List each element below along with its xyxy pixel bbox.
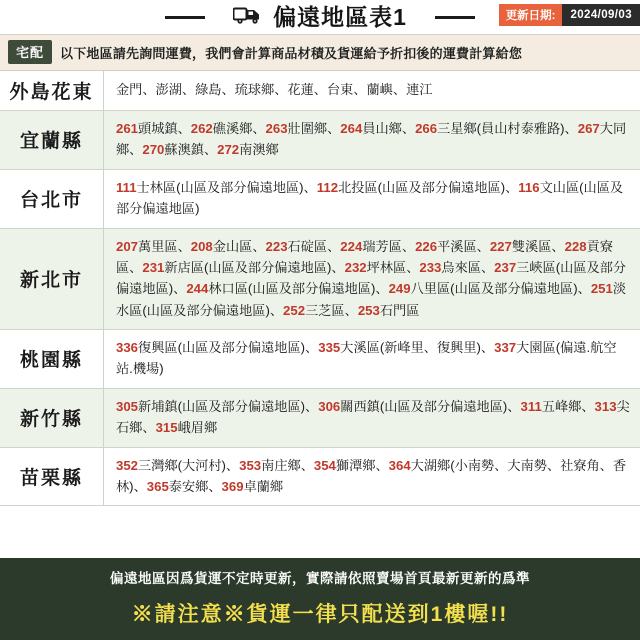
update-date-badge xyxy=(499,4,640,26)
update-date-value: 2024/09/03 xyxy=(562,4,640,26)
region-areas: 305新埔鎮(山區及部分偏遠地區)、306關西鎮(山區及部分偏遠地區)、311五峰鄉、313尖石鄉、315峨眉鄉 xyxy=(116,398,630,436)
table-row xyxy=(0,71,640,111)
region-areas: 336復興區(山區及部分偏遠地區)、335大溪區(新峰里、復興里)、337大園區(偏遠.航空站.機場) xyxy=(116,340,617,377)
region-areas: 金門、澎湖、綠島、琉球鄉、花蓮、台東、蘭嶼、連江 xyxy=(116,82,433,98)
footer-warning: ※請注意※貨運一律只配送到1樓喔!! xyxy=(0,596,640,640)
region-label: 宜蘭縣 xyxy=(0,111,104,169)
region-areas: 111士林區(山區及部分偏遠地區)、112北投區(山區及部分偏遠地區)、116文山區(山區及部分偏遠地區) xyxy=(116,179,624,217)
table-row xyxy=(0,389,640,448)
region-areas: 261頭城鎮、262礁溪鄉、263壯圍鄉、264員山鄉、266三星鄉(員山村泰雅路)、267大同鄉、270蘇澳鎮、272南澳鄉 xyxy=(116,121,627,158)
update-date-label: 更新日期: xyxy=(499,4,563,26)
table-row xyxy=(0,448,640,507)
table-row xyxy=(0,229,640,331)
region-label: 外島花東 xyxy=(0,71,104,110)
shipping-notice-text: 以下地區請先詢問運費，我們會計算商品材積及貨運給予折扣後的運費計算給您 xyxy=(60,45,523,61)
page-title: 偏遠地區表1 xyxy=(273,3,407,30)
header-rule-right xyxy=(435,16,475,19)
remote-area-table xyxy=(0,71,640,558)
home-delivery-tag: 宅配 xyxy=(8,40,52,64)
page-header xyxy=(0,0,640,34)
delivery-truck-icon xyxy=(233,5,267,30)
footer-disclaimer: 偏遠地區因爲貨運不定時更新，實際請依照賣場首頁最新更新的爲準 xyxy=(0,558,640,596)
table-row xyxy=(0,111,640,170)
region-label: 桃園縣 xyxy=(0,330,104,388)
table-row xyxy=(0,170,640,229)
shipping-notice-bar xyxy=(0,34,640,71)
region-label: 台北市 xyxy=(0,170,104,228)
region-areas: 352三灣鄉(大河村)、353南庄鄉、354獅潭鄉、364大湖鄉(小南勢、大南勢、社寮角、香林)、365泰安鄉、369卓蘭鄉 xyxy=(116,457,627,494)
table-row xyxy=(0,330,640,389)
header-rule-left xyxy=(165,16,205,19)
header-title-group xyxy=(225,5,415,30)
region-label: 苗栗縣 xyxy=(0,448,104,506)
region-label: 新竹縣 xyxy=(0,389,104,447)
region-label: 新北市 xyxy=(0,229,104,330)
region-areas: 207萬里區、208金山區、223石碇區、224瑞芳區、226平溪區、227雙溪區、228貢寮區、231新店區(山區及部分偏遠地區)、232坪林區、233烏來區、237三峽區(山區及部分偏遠地區)、244林口區(山區及部分偏遠地區)、249八里區(山區及部分偏遠地區)、251淡水區(山區及部分偏遠地區)、252三芝區、253石門區 xyxy=(116,238,627,318)
